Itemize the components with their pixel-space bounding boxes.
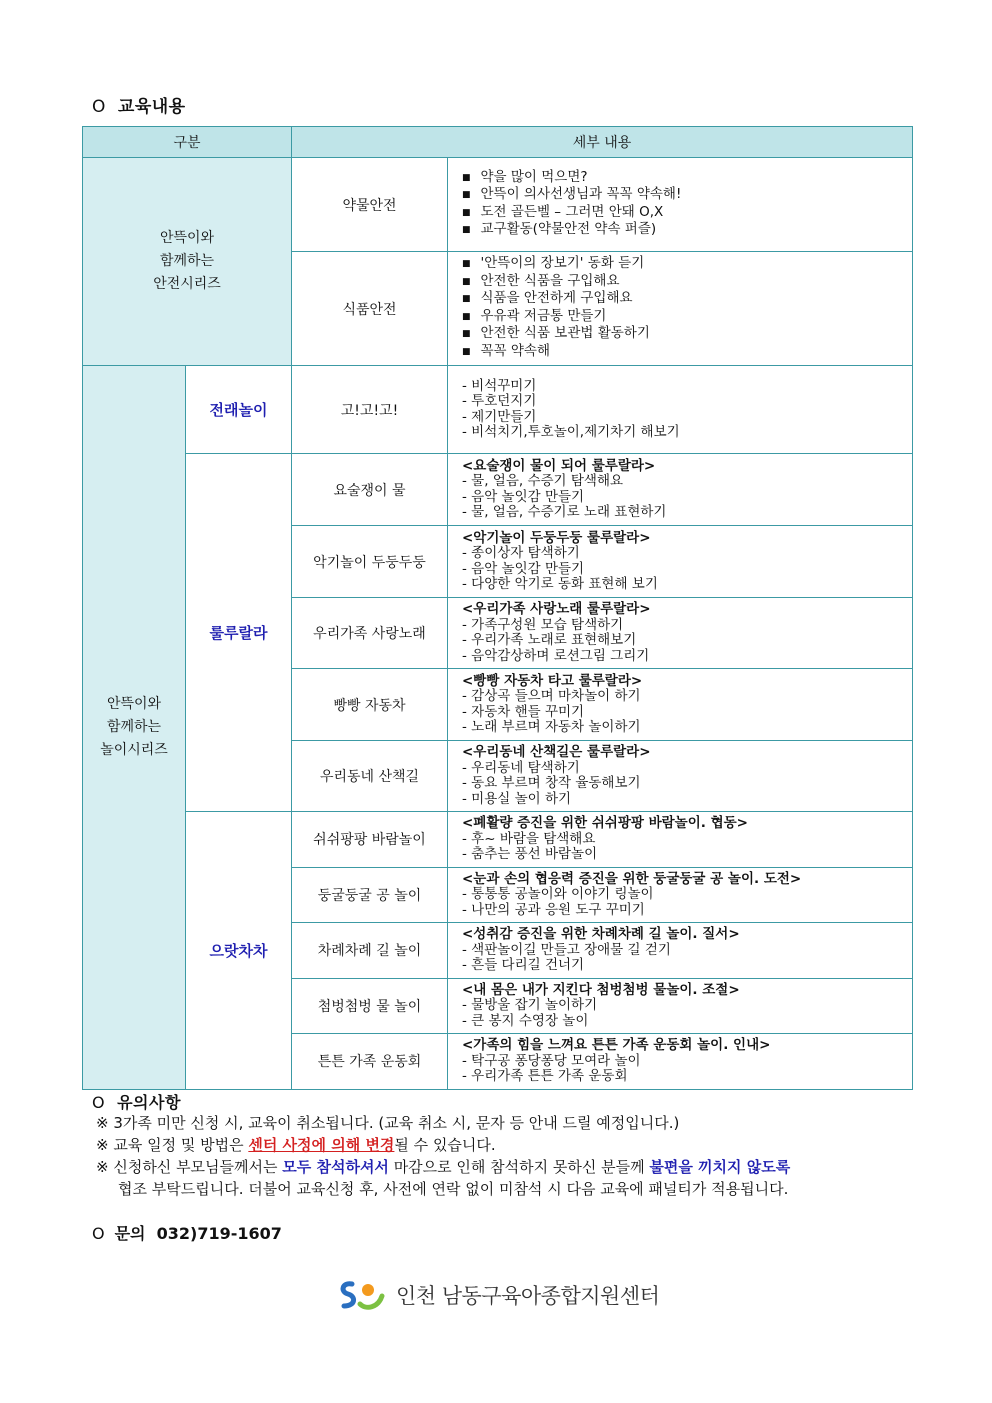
detail-heading: <눈과 손의 협응력 증진을 위한 둥굴둥굴 공 놀이. 도전>	[462, 870, 802, 887]
note-2-tail: 될 수 있습니다.	[394, 1136, 496, 1154]
detail-item: ■ 안전한 식품 보관법 활동하기	[462, 326, 898, 344]
contact-label: 문의	[114, 1224, 146, 1243]
topic-cell: 첨벙첨벙 물 놀이	[292, 978, 448, 1034]
detail-heading: <가족의 힘을 느껴요 튼튼 가족 운동회 놀이. 인내>	[462, 1037, 771, 1053]
education-content-table	[82, 126, 913, 1090]
topic-cell: 둥굴둥굴 공 놀이	[292, 867, 448, 923]
table-row	[83, 454, 913, 526]
detail-list	[462, 602, 898, 664]
content-title-text: 교육내용	[117, 97, 186, 117]
detail-item: - 가족구성원 모습 탐색하기	[462, 618, 898, 634]
detail-cell	[448, 741, 913, 812]
detail-item: - 물, 얼음, 수증기로 노래 표현하기	[462, 505, 898, 521]
detail-item: ■ '안뜩이의 장보기' 동화 듣기	[462, 256, 898, 274]
subcategory-traditional-play: 전래놀이	[186, 366, 292, 454]
detail-item: ■ 우유곽 저금통 만들기	[462, 309, 898, 327]
note-3-highlight-1: 모두 참석하셔서	[282, 1158, 389, 1176]
header-category: 구분	[83, 127, 292, 158]
detail-cell	[448, 454, 913, 526]
detail-cell	[448, 923, 913, 979]
detail-list	[462, 674, 898, 736]
subcategory-rulu: 룰루랄라	[186, 454, 292, 812]
subcategory-eurat: 으랏차차	[186, 812, 292, 1090]
detail-item: - 음악 놀잇감 만들기	[462, 562, 898, 578]
topic-cell: 요술쟁이 물	[292, 454, 448, 526]
detail-heading: <우리가족 사랑노래 룰루랄라>	[462, 601, 651, 617]
detail-heading: <폐활량 증진을 위한 쉬쉬팡팡 바람놀이. 협동>	[462, 815, 748, 831]
detail-item: - 다양한 악기로 동화 표현해 보기	[462, 577, 898, 593]
detail-cell	[448, 158, 913, 252]
topic-cell: 빵빵 자동차	[292, 669, 448, 741]
detail-item: - 음악 놀잇감 만들기	[462, 490, 898, 506]
detail-item: - 우리가족 노래로 표현해보기	[462, 633, 898, 649]
table-row	[83, 366, 913, 454]
detail-cell	[448, 598, 913, 669]
detail-item: - 자동차 핸들 꾸미기	[462, 705, 898, 721]
detail-cell	[448, 366, 913, 454]
topic-cell: 튼튼 가족 운동회	[292, 1034, 448, 1090]
detail-item: - 투호던지기	[462, 394, 898, 410]
detail-item: - 물, 얼음, 수증기 탐색해요	[462, 474, 898, 490]
detail-heading: <성취감 증진을 위한 차례차례 길 놀이. 질서>	[462, 926, 740, 942]
header-detail: 세부 내용	[292, 127, 913, 158]
detail-item: - 종이상자 탐색하기	[462, 546, 898, 562]
detail-list	[462, 459, 898, 521]
detail-item: ■ 도전 골든벨 – 그러면 안돼 O,X	[462, 205, 898, 223]
center-logo	[336, 1278, 659, 1312]
section-marker: O	[92, 1224, 105, 1243]
detail-cell	[448, 1034, 913, 1090]
detail-item: ■ 약을 많이 먹으면?	[462, 170, 898, 188]
center-logo-text: 인천 남동구육아종합지원센터	[396, 1284, 660, 1308]
topic-cell: 악기놀이 두둥두둥	[292, 526, 448, 598]
detail-list	[462, 872, 898, 919]
detail-item: ■ 교구활동(약물안전 약속 퍼즐)	[462, 222, 898, 240]
topic-cell: 식품안전	[292, 252, 448, 366]
detail-heading: <요술쟁이 물이 되어 룰루랄라>	[462, 457, 656, 474]
detail-list	[462, 745, 898, 807]
content-section-title	[92, 92, 186, 117]
note-2-text: ※ 교육 일정 및 방법은	[96, 1136, 249, 1154]
table-row	[83, 158, 913, 252]
topic-cell: 우리동네 산책길	[292, 741, 448, 812]
detail-list	[462, 256, 898, 361]
notes-list	[96, 1112, 912, 1200]
detail-item: - 나만의 공과 응원 도구 꾸미기	[462, 903, 898, 919]
detail-item: - 색판놀이길 만들고 장애물 길 걷기	[462, 943, 898, 959]
detail-item: - 비석치기,투호놀이,제기차기 해보기	[462, 425, 898, 441]
note-3-mid: 마감으로 인해 참석하지 못하신 분들께	[388, 1158, 650, 1176]
topic-cell: 우리가족 사랑노래	[292, 598, 448, 669]
category-safety-series: 안뜩이와 함께하는 안전시리즈	[83, 158, 292, 366]
detail-item: - 큰 봉지 수영장 놀이	[462, 1014, 898, 1030]
detail-item: - 탁구공 퐁당퐁당 모여라 놀이	[462, 1054, 898, 1070]
detail-heading: <내 몸은 내가 지킨다 첨벙첨벙 물놀이. 조절>	[462, 981, 740, 998]
detail-list	[462, 927, 898, 974]
contact-line	[92, 1221, 282, 1244]
note-2	[96, 1134, 912, 1156]
detail-item: - 비석꾸미기	[462, 379, 898, 395]
detail-item: - 제기만들기	[462, 410, 898, 426]
topic-cell: 쉬쉬팡팡 바람놀이	[292, 812, 448, 868]
detail-item: - 흔들 다리길 건너기	[462, 958, 898, 974]
note-3-highlight-2: 불편을 끼치지 않도록	[649, 1158, 791, 1176]
topic-cell: 약물안전	[292, 158, 448, 252]
section-marker: O	[92, 1093, 106, 1112]
detail-item: - 우리동네 탐색하기	[462, 761, 898, 777]
detail-cell	[448, 526, 913, 598]
detail-item: ■ 꼭꼭 약속해	[462, 344, 898, 362]
detail-list	[462, 1038, 898, 1085]
detail-list	[462, 170, 898, 240]
detail-cell	[448, 978, 913, 1034]
detail-item: - 물방울 잡기 놀이하기	[462, 998, 898, 1014]
detail-heading: <빵빵 자동차 타고 룰루랄라>	[462, 672, 643, 689]
detail-item: - 노래 부르며 자동차 놀이하기	[462, 720, 898, 736]
topic-cell: 고!고!고!	[292, 366, 448, 454]
detail-item: - 통통통 공놀이와 이야기 링놀이	[462, 887, 898, 903]
detail-list	[462, 379, 898, 441]
note-3	[96, 1156, 912, 1178]
detail-cell	[448, 812, 913, 868]
table-row	[83, 812, 913, 868]
notes-section-title	[92, 1090, 181, 1113]
detail-list	[462, 531, 898, 593]
detail-item: - 음악감상하며 로션그림 그리기	[462, 649, 898, 665]
topic-cell: 차례차례 길 놀이	[292, 923, 448, 979]
note-3-continued: 협조 부탁드립니다. 더불어 교육신청 후, 사전에 연락 없이 미참석 시 다음 교육에 패널티가 적용됩니다.	[118, 1180, 789, 1198]
section-marker: O	[92, 97, 106, 117]
detail-list	[462, 983, 898, 1030]
note-1: ※ 3가족 미만 신청 시, 교육이 취소됩니다. (교육 취소 시, 문자 등 안내 드릴 예정입니다.)	[96, 1114, 680, 1132]
detail-list	[462, 816, 898, 863]
detail-cell	[448, 669, 913, 741]
note-2-highlight: 센터 사정에 의해 변경	[248, 1136, 395, 1154]
contact-phone: 032)719-1607	[156, 1224, 282, 1243]
center-logo-mark-icon	[336, 1278, 388, 1312]
detail-item: - 춤추는 풍선 바람놀이	[462, 847, 898, 863]
category-play-series: 안뜩이와 함께하는 놀이시리즈	[83, 366, 186, 1090]
detail-cell	[448, 867, 913, 923]
note-3-text: ※ 신청하신 부모님들께서는	[96, 1158, 283, 1176]
detail-item: - 미용실 놀이 하기	[462, 792, 898, 808]
detail-item: ■ 안전한 식품을 구입해요	[462, 274, 898, 292]
detail-item: - 우리가족 튼튼 가족 운동회	[462, 1069, 898, 1085]
detail-item: ■ 식품을 안전하게 구입해요	[462, 291, 898, 309]
detail-heading: <악기놀이 두둥두둥 룰루랄라>	[462, 529, 651, 546]
notes-title-text: 유의사항	[117, 1093, 181, 1112]
detail-heading: <우리동네 산책길은 룰루랄라>	[462, 744, 651, 760]
detail-item: - 동요 부르며 창작 율동해보기	[462, 776, 898, 792]
detail-item: ■ 안뜩이 의사선생님과 꼭꼭 약속해!	[462, 187, 898, 205]
detail-item: - 후~ 바람을 탐색해요	[462, 832, 898, 848]
detail-cell	[448, 252, 913, 366]
detail-item: - 감상곡 들으며 마차놀이 하기	[462, 689, 898, 705]
